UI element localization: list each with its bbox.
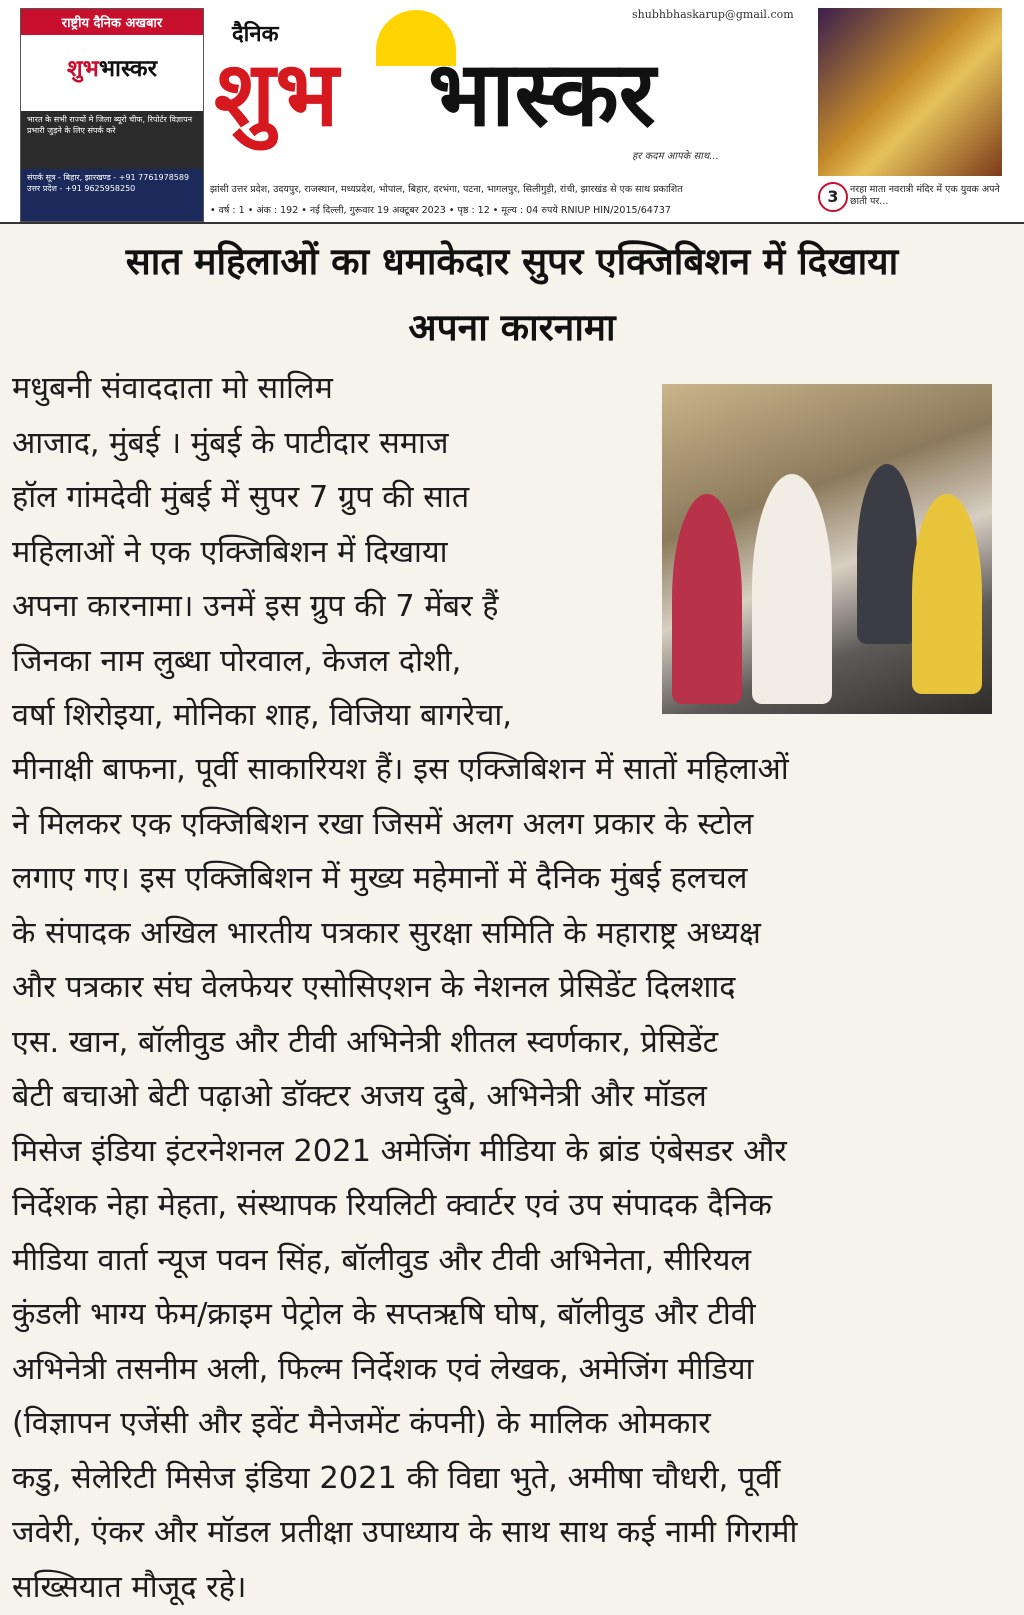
issue-meta: • वर्ष : 1 • अंक : 192 • नई दिल्ली, गुरूवार 19 अक्टूबर 2023 • पृष्ठ : 12 • मूल्य : 04 रुपये RNIUP HIN/2015/64737 <box>210 203 810 216</box>
photo-person <box>912 494 982 694</box>
body-line: लगाए गए। इस एक्जिबिशन में मुख्य महेमानों में दैनिक मुंबई हलचल <box>12 852 1012 907</box>
body-line: मीडिया वार्ता न्यूज पवन सिंह, बॉलीवुड और टीवी अभिनेता, सीरियल <box>12 1234 1012 1289</box>
title-shubh: शुभ <box>214 40 338 150</box>
body-line: महिलाओं ने एक एक्जिबिशन में दिखाया <box>12 526 632 581</box>
body-line: जिनका नाम लुब्धा पोरवाल, केजल दोशी, <box>12 635 632 690</box>
mini-logo-b: भास्कर <box>99 56 157 82</box>
body-line: कुंडली भाग्य फेम/क्राइम पेट्रोल के सप्तऋषि घोष, बॉलीवुड और टीवी <box>12 1288 1012 1343</box>
email: shubhbhaskarup@gmail.com <box>632 8 794 21</box>
masthead-photo <box>818 8 1002 176</box>
dainik-label: दैनिक <box>232 18 279 48</box>
masthead <box>0 0 1024 224</box>
body-line: अभिनेत्री तसनीम अली, फिल्म निर्देशक एवं लेखक, अमेजिंग मीडिया <box>12 1343 1012 1398</box>
promo-banner: राष्ट्रीय दैनिक अखबार <box>21 9 203 35</box>
body-line: जवेरी, एंकर और मॉडल प्रतीक्षा उपाध्याय के साथ साथ कई नामी गिरामी <box>12 1506 1012 1561</box>
left-promo-box <box>20 8 204 222</box>
body-line: सख्सियात मौजूद रहे। <box>12 1561 1012 1615</box>
title-bhaskar: भास्कर <box>428 40 656 150</box>
body-line: आजाद, मुंबई । मुंबई के पाटीदार समाज <box>12 417 632 472</box>
body-line: मधुबनी संवाददाता मो सालिम <box>12 362 632 417</box>
photo-person <box>672 494 742 704</box>
headline-line-2: अपना कारनामा <box>0 300 1024 351</box>
body-line: एस. खान, बॉलीवुड और टीवी अभिनेत्री शीतल स्वर्णकार, प्रेसिडेंट <box>12 1016 1012 1071</box>
masthead-photo-caption: नरहा माता नवरात्री मंदिर में एक युवक अपने छाती पर... <box>850 184 1000 208</box>
body-line: और पत्रकार संघ वेलफेयर एसोसिएशन के नेशनल प्रेसिडेंट दिलशाद <box>12 961 1012 1016</box>
body-line: ने मिलकर एक एक्जिबिशन रखा जिसमें अलग अलग प्रकार के स्टोल <box>12 798 1012 853</box>
body-line: अपना कारनामा। उनमें इस ग्रुप की 7 मेंबर हैं <box>12 580 632 635</box>
body-line: मिसेज इंडिया इंटरनेशनल 2021 अमेजिंग मीडिया के ब्रांड एंबेसडर और <box>12 1125 1012 1180</box>
headline-line-1: सात महिलाओं का धमाकेदार सुपर एक्जिबिशन में दिखाया <box>0 234 1024 285</box>
editions-line: झांसी उत्तर प्रदेश, उदयपुर, राजस्थान, मध्यप्रदेश, भोपाल, बिहार, दरभंगा, पटना, भागलपुर, सिलीगुड़ी, रांची, झारखंड से एक साथ प्रकाशित <box>210 182 810 195</box>
body-line: हॉल गांमदेवी मुंबई में सुपर 7 ग्रुप की सात <box>12 471 632 526</box>
photo-person <box>752 474 832 704</box>
article-body-narrow <box>12 362 632 744</box>
promo-note: भारत के सभी राज्यों मे जिला ब्यूरो चीफ, रिपोर्टर विज्ञापन प्रभारी जुड़ने के लिए संपर्क करे <box>21 111 203 169</box>
mini-logo <box>21 51 203 83</box>
promo-contact: संपर्क सूत्र - बिहार, झारखण्ड - +91 7761978589 उत्तर प्रदेश - +91 9625958250 <box>21 169 203 221</box>
body-line: मीनाक्षी बाफना, पूर्वी साकारियश हैं। इस एक्जिबिशन में सातों महिलाओं <box>12 743 1012 798</box>
mini-logo-a: शुभ <box>67 56 99 82</box>
body-line: वर्षा शिरोइया, मोनिका शाह, विजिया बागरेचा, <box>12 689 632 744</box>
body-line: कडु, सेलेरिटी मिसेज इंडिया 2021 की विद्या भुते, अमीषा चौधरी, पूर्वी <box>12 1452 1012 1507</box>
tagline: हर कदम आपके साथ... <box>632 148 719 162</box>
page-ref-badge: 3 <box>818 182 848 212</box>
photo-person <box>857 464 917 644</box>
body-line: (विज्ञापन एजेंसी और इवेंट मैनेजमेंट कंपनी) के मालिक ओमकार <box>12 1397 1012 1452</box>
article-photo <box>662 384 992 714</box>
body-line: निर्देशक नेहा मेहता, संस्थापक रियलिटी क्वार्टर एवं उप संपादक दैनिक <box>12 1179 1012 1234</box>
body-line: बेटी बचाओ बेटी पढ़ाओ डॉक्टर अजय दुबे, अभिनेत्री और मॉडल <box>12 1070 1012 1125</box>
body-line: के संपादक अखिल भारतीय पत्रकार सुरक्षा समिति के महाराष्ट्र अध्यक्ष <box>12 907 1012 962</box>
article-body-wide <box>12 743 1012 1615</box>
